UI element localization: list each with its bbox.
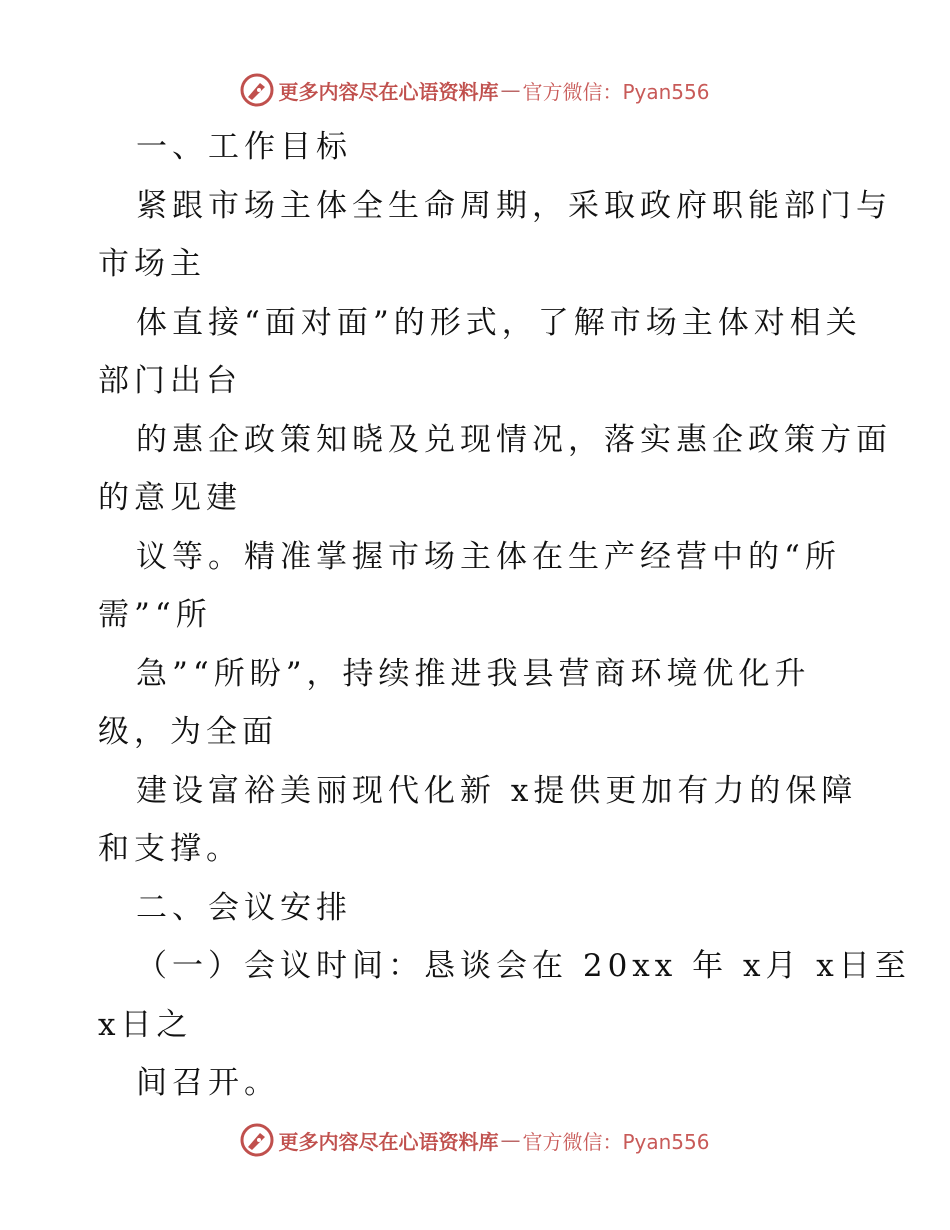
paragraph-line: 级，为全面 — [98, 714, 278, 750]
banner-main-text: 更多内容尽在心语资料库 — [278, 79, 499, 104]
pen-nib-logo-icon — [240, 1123, 274, 1157]
paragraph-line: （一）会议时间：恳谈会在 20xx 年 x月 x日至 — [136, 948, 911, 984]
paragraph-line: 建设富裕美丽现代化新 x提供更加有力的保障 — [136, 772, 858, 809]
paragraph-line: 和支撑。 — [98, 831, 242, 867]
pen-nib-logo-icon — [240, 73, 274, 107]
header-banner — [0, 70, 950, 110]
heading-meeting-arrangement: 二、会议安排 — [136, 889, 352, 926]
banner-dash: — — [500, 1128, 521, 1152]
banner-main-text: 更多内容尽在心语资料库 — [278, 1129, 499, 1154]
heading-work-goals: 一、工作目标 — [136, 129, 352, 165]
paragraph-line: 议等。精准掌握市场主体在生产经营中的“所 — [136, 538, 841, 575]
banner-suffix-text: 官方微信：Pyan556 — [522, 1129, 710, 1154]
paragraph-line: 需”“所 — [98, 597, 212, 633]
paragraph-line: x日之 — [98, 1006, 193, 1043]
document-body — [98, 118, 911, 1113]
banner-dash: — — [500, 78, 521, 102]
paragraph-line: 市场主 — [98, 246, 206, 282]
paragraph-line: 的惠企政策知晓及兑现情况，落实惠企政策方面 — [136, 421, 892, 458]
paragraph-line: 急”“所盼”，持续推进我县营商环境优化升 — [136, 655, 811, 692]
paragraph-line: 紧跟市场主体全生命周期，采取政府职能部门与 — [136, 187, 892, 224]
paragraph-line: 间召开。 — [136, 1065, 280, 1101]
banner-suffix-text: 官方微信：Pyan556 — [522, 79, 710, 104]
paragraph-line: 的意见建 — [98, 480, 242, 516]
paragraph-line: 体直接“面对面”的形式，了解市场主体对相关 — [136, 304, 862, 341]
footer-banner — [0, 1120, 950, 1160]
paragraph-line: 部门出台 — [98, 363, 242, 399]
